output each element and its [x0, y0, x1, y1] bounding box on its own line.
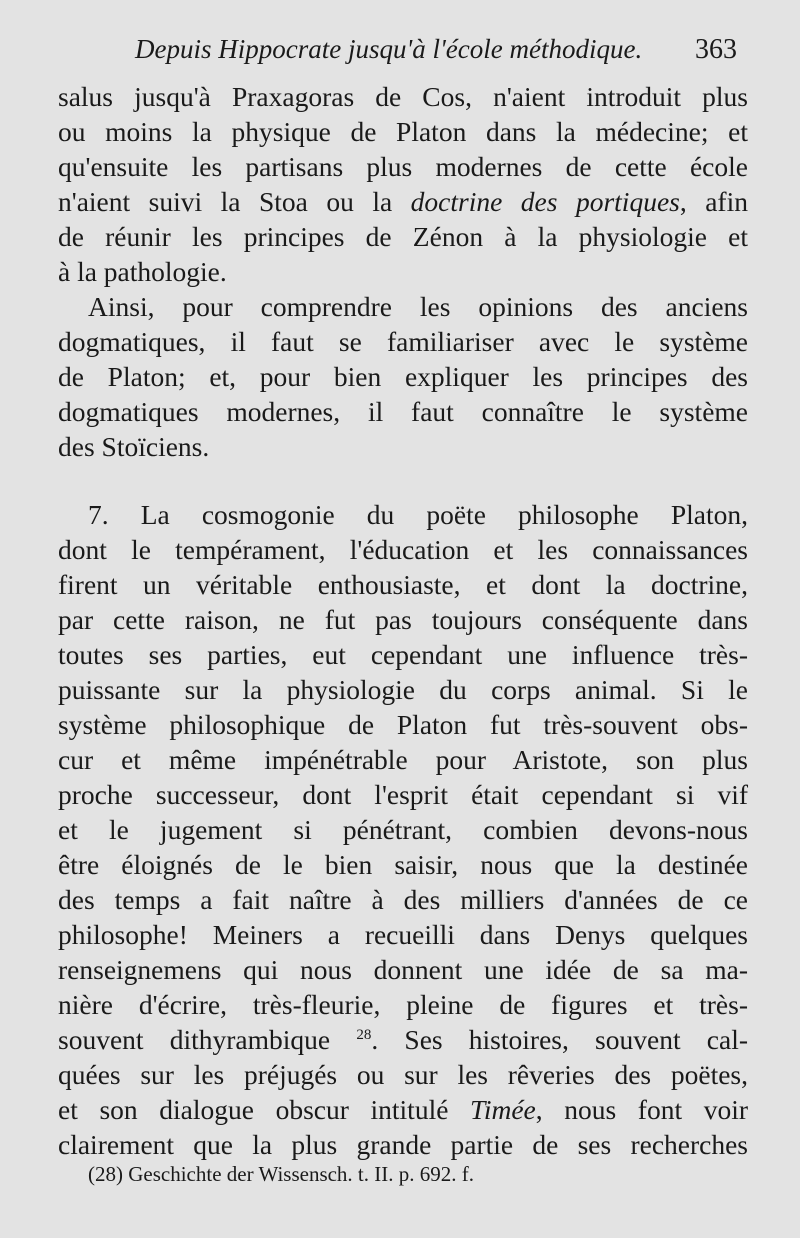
running-head — [135, 30, 745, 74]
text-line-with-note-ref: souvent dithyrambique $^{28}$. Ses histoires, souvent cal- — [58, 1024, 748, 1055]
text-line: toutes ses parties, eut cependant une influence très- — [58, 639, 748, 670]
italic-title: Timée — [470, 1094, 536, 1125]
text-line: ou moins la physique de Platon dans la médecine; et — [58, 116, 748, 147]
text-line: salus jusqu'à Praxagoras de Cos, n'aient introduit plus — [58, 81, 748, 112]
text-line: et le jugement si pénétrant, combien devons-nous — [58, 814, 748, 845]
text-line: qu'ensuite les partisans plus modernes de cette école — [58, 151, 748, 182]
text-line: des temps a fait naître à des milliers d'années de ce — [58, 884, 748, 915]
text-line: de Platon; et, pour bien expliquer les principes des — [58, 361, 748, 392]
text-line: de réunir les principes de Zénon à la physiologie et — [58, 221, 748, 252]
footnote: (28) Geschichte der Wissensch. t. II. p. 692. f. — [88, 1162, 474, 1186]
running-title: Depuis Hippocrate jusqu'à l'école méthodique. — [135, 34, 643, 64]
text-line-with-italic: n'aient suivi la Stoa ou la doctrine des portiques, afin — [58, 186, 748, 217]
italic-phrase: doctrine des portiques — [410, 186, 680, 217]
text-line: nière d'écrire, très-fleurie, pleine de figures et très- — [58, 989, 748, 1020]
text-line: firent un véritable enthousiaste, et dont la doctrine, — [58, 569, 748, 600]
text-line: par cette raison, ne fut pas toujours conséquente dans — [58, 604, 748, 635]
text-line: proche successeur, dont l'esprit était cependant si vif — [58, 779, 748, 810]
text-line: à la pathologie. — [58, 256, 227, 287]
text-line: dogmatiques modernes, il faut connaître le système — [58, 396, 748, 427]
text-line-with-italic: et son dialogue obscur intitulé Timée, nous font voir — [58, 1094, 749, 1125]
text-line: philosophe! Meiners a recueilli dans Denys quelques — [58, 919, 748, 950]
text-line: dogmatiques, il faut se familiariser avec le système — [58, 326, 748, 357]
text-line: quées sur les préjugés ou sur les rêveries des poëtes, — [58, 1059, 748, 1090]
text-line: être éloignés de le bien saisir, nous que la destinée — [58, 849, 748, 880]
text-line: des Stoïciens. — [58, 431, 210, 462]
text-line: système philosophique de Platon fut très-souvent obs- — [58, 709, 748, 740]
page-number: 363 — [695, 34, 737, 65]
text-line: cur et même impénétrable pour Aristote, son plus — [58, 744, 748, 775]
text-line: clairement que la plus grande partie de ses recherches — [58, 1129, 748, 1160]
footnote-reference: 28 — [356, 1026, 372, 1043]
text-line: puissante sur la physiologie du corps animal. Si le — [58, 674, 748, 705]
text-line: renseignemens qui nous donnent une idée de sa ma- — [58, 954, 748, 985]
text-line: Ainsi, pour comprendre les opinions des anciens — [88, 291, 748, 322]
text-line: dont le tempérament, l'éducation et les connaissances — [58, 534, 748, 565]
text-line: 7. La cosmogonie du poëte philosophe Platon, — [88, 499, 748, 530]
